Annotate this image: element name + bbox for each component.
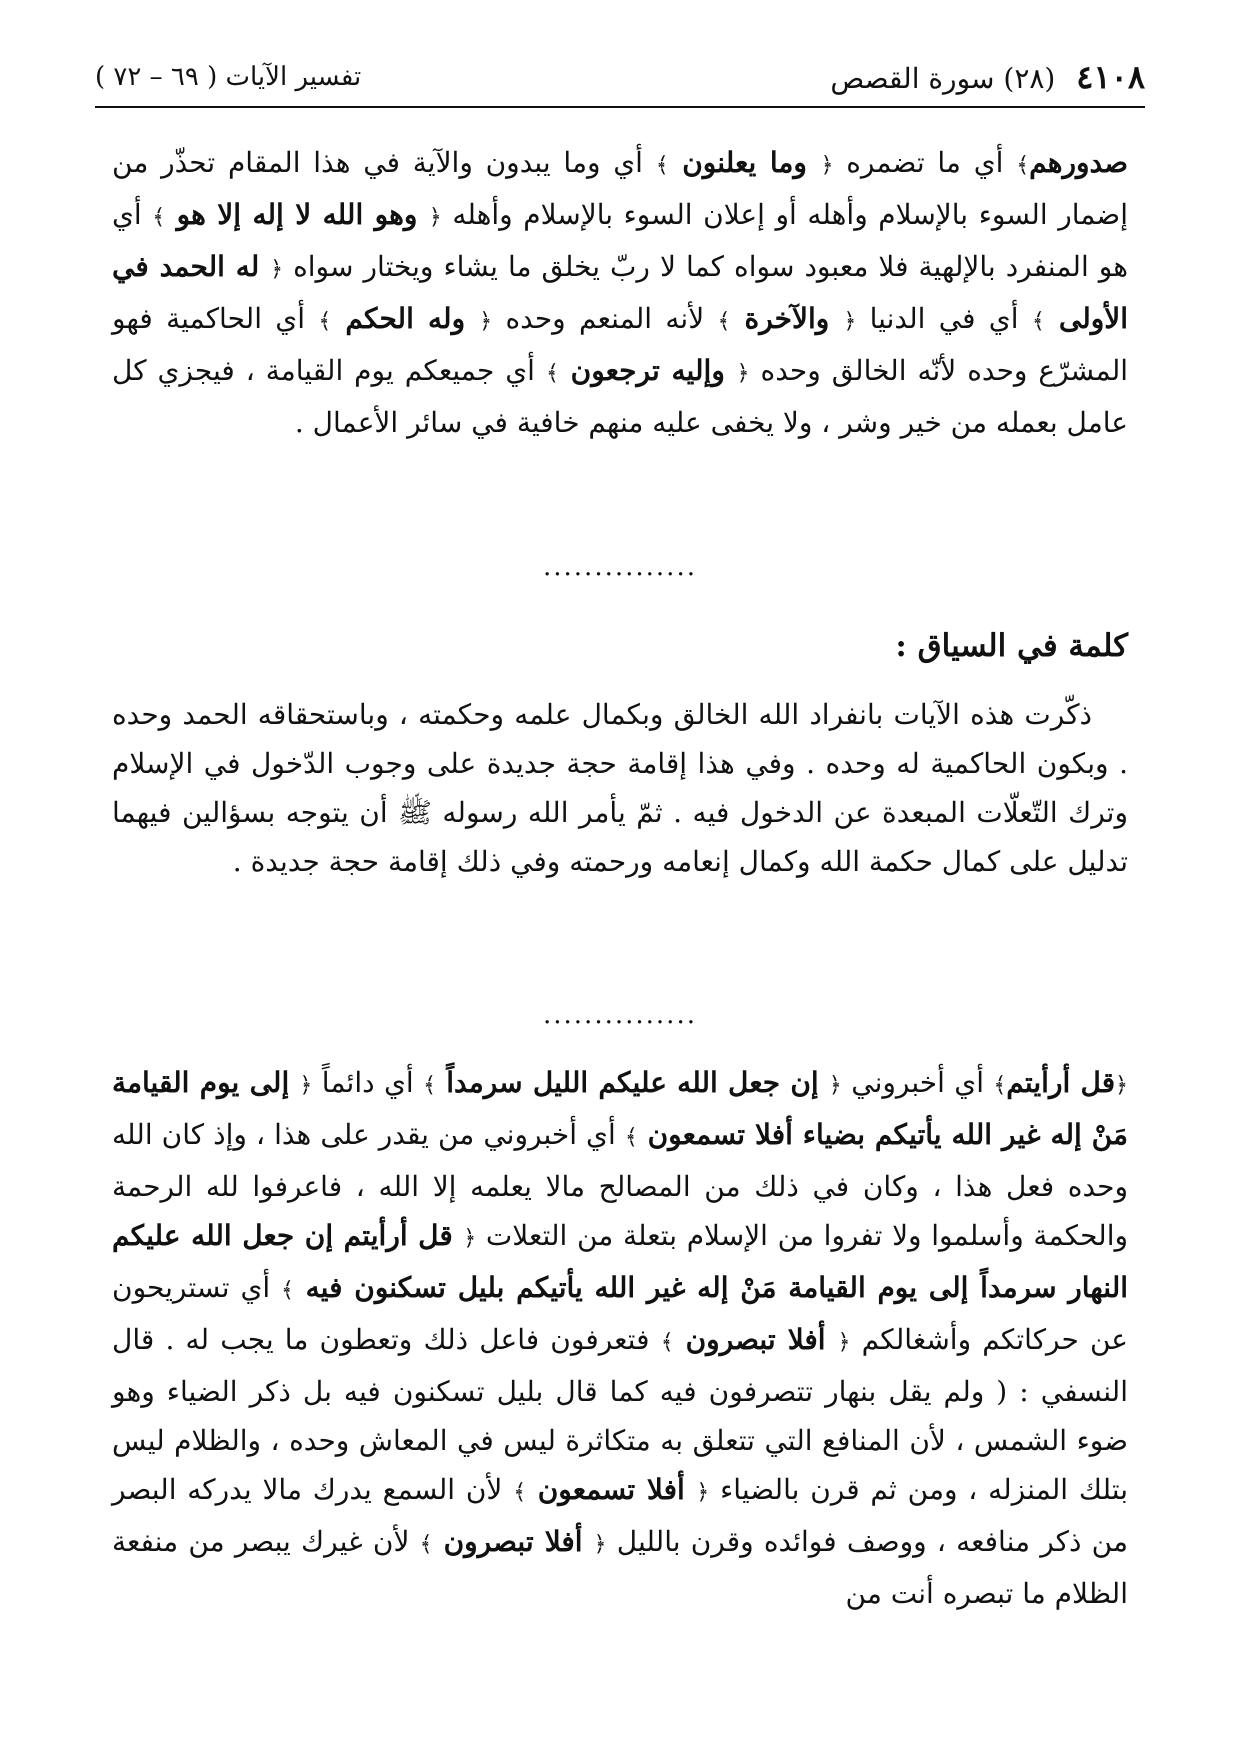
header-rule — [95, 106, 1145, 108]
quran-text: أفلا تبصرون — [432, 1525, 594, 1558]
ornament-close: ﴾ — [655, 153, 669, 178]
ornament-close: ﴾ — [152, 205, 166, 230]
quran-text: وما يعلنون — [668, 146, 821, 179]
ornament-close: ﴾ — [281, 1278, 294, 1303]
ornament-close: ﴾ — [1031, 309, 1045, 334]
page-header — [95, 52, 1145, 104]
quran-text: قل أرأيتم — [1006, 1066, 1116, 1099]
context-text: ذكّرت هذه الآيات بانفراد الله الخالق وبكمال علمه وحكمته ، وباستحقاقه الحمد وحده . وبكون الحاكمية له وحده . وفي هذا إقامة حجة جديدة على وجوب الدّخول في الإسلام وترك التّعلّات المبعدة عن الدخول فيه . ثمّ يأمر الله رسوله ﷺ أن يتوجه بسؤالين فيهما تدليل على كمال حكمة الله وكمال إنعامه ورحمته وفي ذلك إقامة حجة جديدة . — [112, 698, 1129, 878]
commentary-text: لأنه المنعم وحده — [492, 302, 718, 335]
quran-text: أفلا تبصرون — [673, 1323, 838, 1356]
ornament-open: ﴿ — [479, 309, 493, 334]
quran-text: له الحمد في الأولى — [112, 250, 1129, 335]
commentary-text: أي أخبروني — [841, 1066, 994, 1099]
quran-text: إلى يوم القيامة مَنْ إله غير الله يأتيكم بضياء أفلا تسمعون — [112, 1066, 1128, 1151]
commentary-text: أي هو المنفرد بالإلهية فلا معبود سواه كما لا ربّ يخلق ما يشاء ويختار سواه — [112, 198, 1129, 283]
commentary-text: فتعرفون فاعل ذلك وتعطون ما يجب له . قال النسفي : ( ولم يقل بنهار تتصرفون فيه كما قال بليل تسكنون فيه بل ذكر الضياء وهو ضوء الشمس ، لأن المنافع التي تتعلق به متكاثرة ليس في المعاش وحده ، والظلام ليس بتلك المنزله ، ومن ثم قرن بالضياء — [112, 1323, 1128, 1506]
ornament-open: ﴿ — [828, 1073, 842, 1098]
section-heading: كلمة في السياق : — [895, 628, 1128, 664]
ornament-close: ﴾ — [660, 1330, 674, 1355]
quran-text: وهو الله لا إله إلا هو — [165, 198, 429, 231]
commentary-text: أي أخبروني من يقدر على هذا ، وإذ كان الله وحده فعل هذا ، وكان في ذلك من المصالح مالا يعلمه إلا الله ، فاعرفوا لله الرحمة والحكمة وأسلموا ولا تفروا من الإسلام بتعلة من التعلات — [112, 1118, 1129, 1252]
quran-text: وله الحكم — [331, 302, 480, 335]
ornament-close: ﴾ — [1016, 153, 1030, 178]
ornament-close: ﴾ — [624, 1125, 638, 1150]
ornament-open: ﴿ — [1115, 1073, 1128, 1098]
quran-text: إن جعل الله عليكم الليل سرمداً — [435, 1066, 829, 1099]
tafsir-range: تفسير الآيات ( ٦٩ – ٧٢ ) — [95, 62, 362, 92]
commentary-text: أي جميعكم يوم القيامة ، فيجزي كل عامل بعمله من خير وشر ، ولا يخفى عليه منهم خافية في سائر الأعمال . — [112, 354, 1128, 439]
ornament-close: ﴾ — [423, 1073, 436, 1098]
quran-text: صدورهم — [1029, 146, 1128, 179]
ornament-close: ﴾ — [513, 1480, 527, 1505]
ornament-open: ﴿ — [820, 153, 834, 178]
ornament-open: ﴿ — [837, 1330, 851, 1355]
ornament-close: ﴾ — [419, 1532, 433, 1557]
commentary-text: أي دائماً — [312, 1066, 424, 1099]
paragraph-verse-commentary-1 — [112, 138, 1128, 447]
quran-text: والآخرة — [730, 302, 844, 335]
section-separator: ............... — [543, 552, 697, 582]
commentary-text: أي وما يبدون والآية في هذا المقام تحذّر من إضمار السوء بالإسلام وأهله أو إعلان السوء بالإسلام وأهله — [112, 146, 1128, 231]
commentary-text: أي ما تضمره — [833, 146, 1017, 179]
quran-text: وإليه ترجعون — [558, 354, 737, 387]
header-right — [830, 58, 1145, 96]
commentary-text: أي في الدنيا — [856, 302, 1032, 335]
paragraph-verse-commentary-2 — [112, 1058, 1128, 1618]
ornament-open: ﴿ — [696, 1480, 710, 1505]
quran-text: أفلا تسمعون — [526, 1473, 697, 1506]
section-separator: ............... — [543, 1000, 697, 1030]
ornament-open: ﴿ — [593, 1532, 607, 1557]
surah-title: (٢٨) سورة القصص — [830, 62, 1056, 95]
ornament-close: ﴾ — [318, 309, 332, 334]
ornament-open: ﴿ — [463, 1226, 477, 1251]
ornament-close: ﴾ — [545, 361, 559, 386]
ornament-open: ﴿ — [270, 257, 284, 282]
ornament-open: ﴿ — [843, 309, 857, 334]
page-number: ٤١٠٨ — [1076, 58, 1145, 96]
ornament-open: ﴿ — [736, 361, 750, 386]
commentary-text: أي تستريحون عن حركاتكم وأشغالكم — [112, 1271, 1128, 1356]
commentary-text: لأن السمع يدرك مالا يدركه البصر من ذكر منافعه ، ووصف فوائده وقرن بالليل — [112, 1473, 1128, 1558]
ornament-close: ﴾ — [993, 1073, 1007, 1098]
ornament-open: ﴿ — [428, 205, 442, 230]
paragraph-context — [112, 690, 1128, 886]
quran-text: قل أرأيتم إن جعل الله عليكم النهار سرمداً إلى يوم القيامة مَنْ إله غير الله يأتيكم بليل تسكنون فيه — [112, 1219, 1129, 1304]
commentary-text: لأن غيرك يبصر من منفعة الظلام ما تبصره أنت من — [112, 1525, 1128, 1610]
ornament-open: ﴿ — [299, 1073, 313, 1098]
ornament-close: ﴾ — [717, 309, 731, 334]
commentary-text: أي الحاكمية فهو المشرّع وحده لأنّه الخالق وحده — [112, 302, 1129, 387]
